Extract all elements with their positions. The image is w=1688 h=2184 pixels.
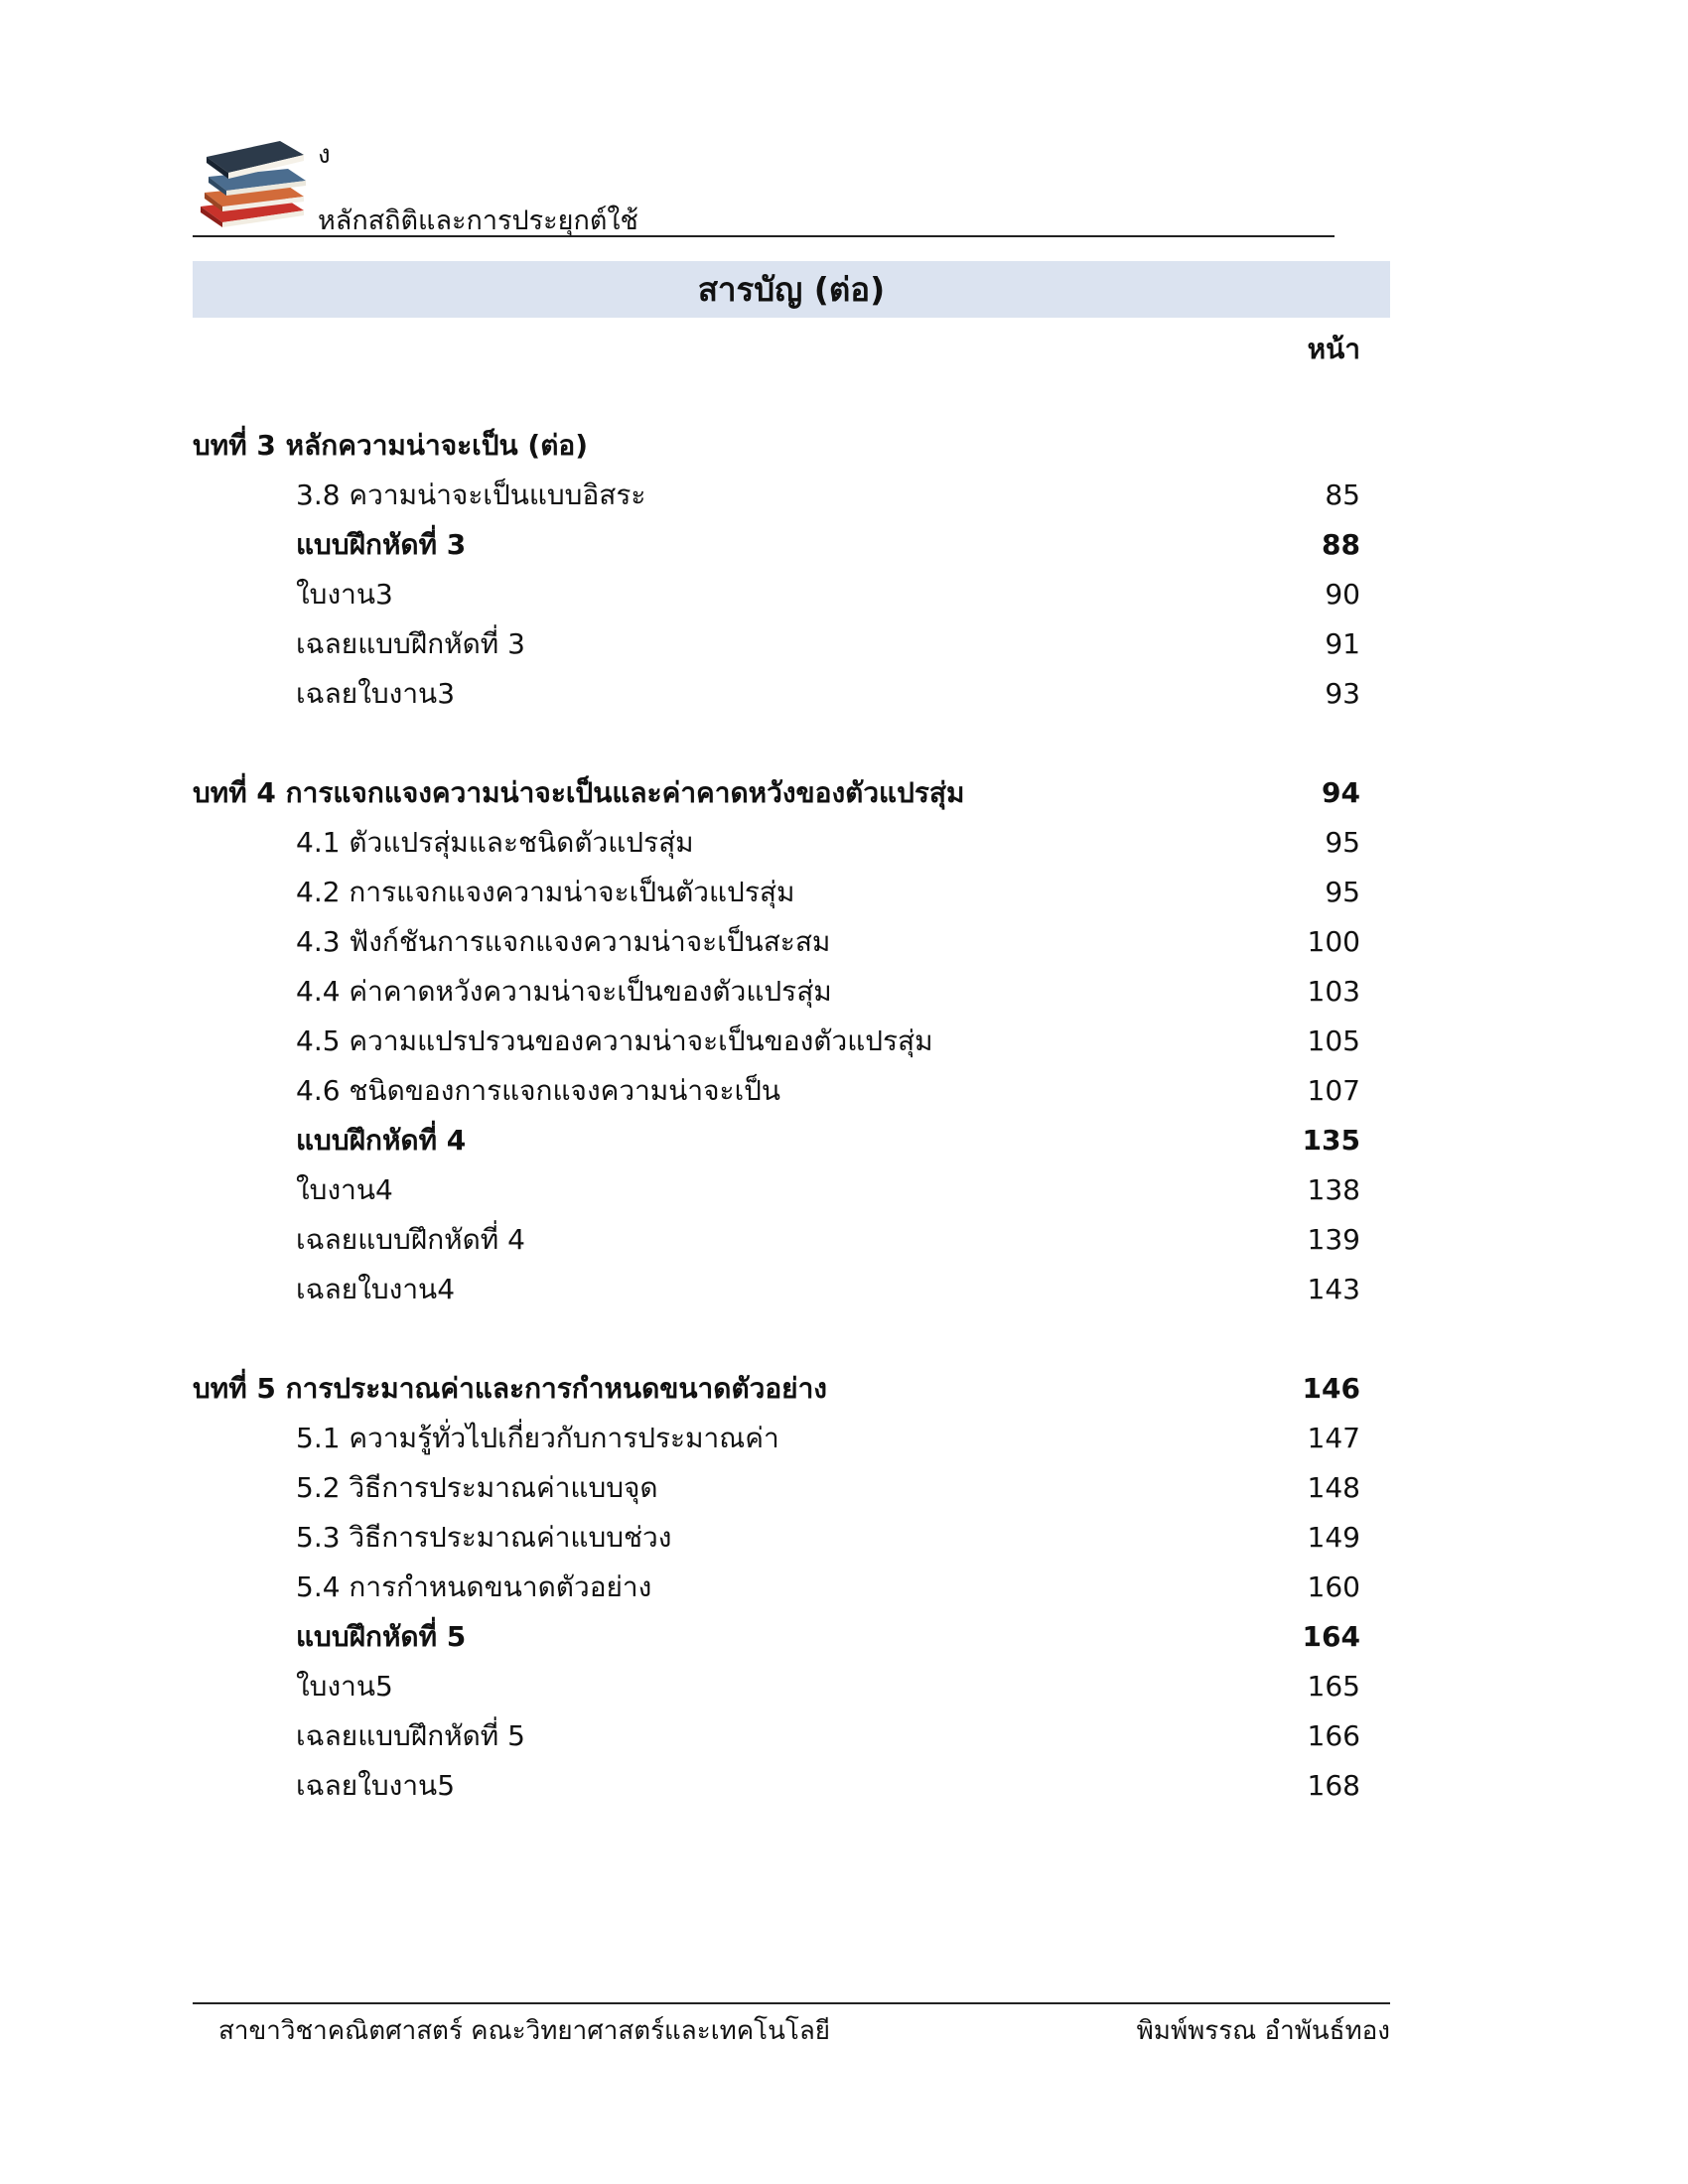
page-letter: ง	[318, 140, 331, 170]
toc-entry-page: 90	[1325, 578, 1360, 611]
toc-entry-page: 168	[1307, 1769, 1360, 1802]
toc-row[interactable]	[193, 671, 1360, 717]
footer-department: สาขาวิชาคณิตศาสตร์ คณะวิทยาศาสตร์และเทคโนโลยี	[218, 2016, 830, 2046]
toc-row[interactable]	[193, 1515, 1360, 1561]
toc-entry-page: 95	[1325, 876, 1360, 908]
toc-entry-text: บทที่ 5 การประมาณค่าและการกำหนดขนาดตัวอย่าง	[193, 1372, 827, 1405]
toc-row[interactable]	[193, 820, 1360, 866]
toc-entry-page: 164	[1302, 1620, 1360, 1653]
books-icon	[193, 129, 312, 228]
toc-row[interactable]	[193, 1416, 1360, 1461]
toc-entry-text: 4.4 ค่าคาดหวังความน่าจะเป็นของตัวแปรสุ่ม	[296, 975, 832, 1008]
toc-row[interactable]	[193, 1068, 1360, 1114]
toc-entry-page: 85	[1325, 478, 1360, 511]
toc-entry-text: 3.8 ความน่าจะเป็นแบบอิสระ	[296, 478, 646, 511]
footer-divider	[193, 2002, 1390, 2004]
toc-row[interactable]	[193, 1664, 1360, 1709]
toc-row[interactable]	[193, 1713, 1360, 1759]
toc-row[interactable]	[193, 1217, 1360, 1263]
toc-row[interactable]	[193, 1267, 1360, 1312]
toc-entry-text: 4.1 ตัวแปรสุ่มและชนิดตัวแปรสุ่ม	[296, 826, 694, 859]
toc-row[interactable]	[193, 919, 1360, 965]
toc-entry-text: 5.1 ความรู้ทั่วไปเกี่ยวกับการประมาณค่า	[296, 1422, 779, 1454]
footer-author: พิมพ์พรรณ อำพันธ์ทอง	[1136, 2016, 1390, 2046]
toc-row[interactable]	[193, 1167, 1360, 1213]
toc-entry-text: แบบฝึกหัดที่ 4	[296, 1124, 467, 1157]
toc-entry-page: 143	[1307, 1273, 1360, 1305]
toc-entry-page: 147	[1307, 1422, 1360, 1454]
toc-row[interactable]	[193, 1763, 1360, 1809]
toc-entry-text: ใบงาน4	[296, 1173, 393, 1206]
page-column-label: หน้า	[1307, 333, 1360, 365]
toc-entry-page: 93	[1325, 677, 1360, 710]
toc-row[interactable]	[193, 621, 1360, 667]
toc-row[interactable]	[193, 1465, 1360, 1511]
toc-entry-text: 4.5 ความแปรปรวนของความน่าจะเป็นของตัวแปรสุ่ม	[296, 1024, 933, 1057]
toc-entry-page: 95	[1325, 826, 1360, 859]
toc-title-banner	[193, 261, 1390, 318]
toc-row[interactable]	[193, 1614, 1360, 1660]
toc-entry-page: 88	[1322, 528, 1360, 561]
toc-entry-text: แบบฝึกหัดที่ 3	[296, 528, 467, 561]
toc-entry-text: 4.2 การแจกแจงความน่าจะเป็นตัวแปรสุ่ม	[296, 876, 795, 908]
toc-entry-text: 5.2 วิธีการประมาณค่าแบบจุด	[296, 1471, 658, 1504]
toc-entry-text: 4.6 ชนิดของการแจกแจงความน่าจะเป็น	[296, 1074, 781, 1107]
toc-chapter-row[interactable]	[193, 1366, 1360, 1412]
toc-entry-page: 107	[1307, 1074, 1360, 1107]
toc-entry-page: 149	[1307, 1521, 1360, 1554]
toc-entry-page: 166	[1307, 1719, 1360, 1752]
toc-entry-page: 160	[1307, 1570, 1360, 1603]
toc-entry-page: 139	[1307, 1223, 1360, 1256]
toc-entry-text: เฉลยแบบฝึกหัดที่ 5	[296, 1719, 525, 1752]
toc-entry-page: 100	[1307, 925, 1360, 958]
toc-entry-text: เฉลยใบงาน4	[296, 1273, 456, 1305]
toc-entry-page: 165	[1307, 1670, 1360, 1703]
toc-entry-text: บทที่ 4 การแจกแจงความน่าจะเป็นและค่าคาดหวังของตัวแปรสุ่ม	[193, 776, 965, 809]
toc-row[interactable]	[193, 870, 1360, 915]
toc-row[interactable]	[193, 473, 1360, 518]
toc-entry-page: 146	[1302, 1372, 1360, 1405]
toc-title: สารบัญ (ต่อ)	[697, 270, 886, 309]
toc-entry-page: 148	[1307, 1471, 1360, 1504]
toc-row[interactable]	[193, 1019, 1360, 1064]
toc-entry-text: เฉลยใบงาน3	[296, 677, 456, 710]
toc-entry-text: เฉลยแบบฝึกหัดที่ 4	[296, 1223, 525, 1256]
header-divider	[193, 235, 1335, 237]
toc-entry-text: บทที่ 3 หลักความน่าจะเป็น (ต่อ)	[193, 429, 589, 462]
toc-entry-text: 4.3 ฟังก์ชันการแจกแจงความน่าจะเป็นสะสม	[296, 925, 831, 958]
toc-row[interactable]	[193, 1118, 1360, 1163]
toc-entry-page: 91	[1325, 627, 1360, 660]
page-header	[193, 129, 1335, 238]
toc-entry-text: เฉลยใบงาน5	[296, 1769, 456, 1802]
book-title: หลักสถิติและการประยุกต์ใช้	[318, 205, 638, 236]
toc-chapter-row[interactable]	[193, 770, 1360, 816]
toc-row[interactable]	[193, 1565, 1360, 1610]
toc-entry-text: เฉลยแบบฝึกหัดที่ 3	[296, 627, 525, 660]
toc-entry-text: ใบงาน3	[296, 578, 393, 611]
toc-entry-text: 5.3 วิธีการประมาณค่าแบบช่วง	[296, 1521, 672, 1554]
toc-entry-text: แบบฝึกหัดที่ 5	[296, 1620, 467, 1653]
toc-chapter-row[interactable]	[193, 423, 1360, 469]
toc-entry-page: 105	[1307, 1024, 1360, 1057]
toc-entry-page: 103	[1307, 975, 1360, 1008]
toc-entry-text: ใบงาน5	[296, 1670, 393, 1703]
toc-entry-text: 5.4 การกำหนดขนาดตัวอย่าง	[296, 1570, 652, 1603]
toc-row[interactable]	[193, 969, 1360, 1015]
toc-entry-page: 135	[1302, 1124, 1360, 1157]
toc-entry-page: 94	[1322, 776, 1360, 809]
toc-entry-page: 138	[1307, 1173, 1360, 1206]
toc-row[interactable]	[193, 522, 1360, 568]
toc-row[interactable]	[193, 572, 1360, 617]
